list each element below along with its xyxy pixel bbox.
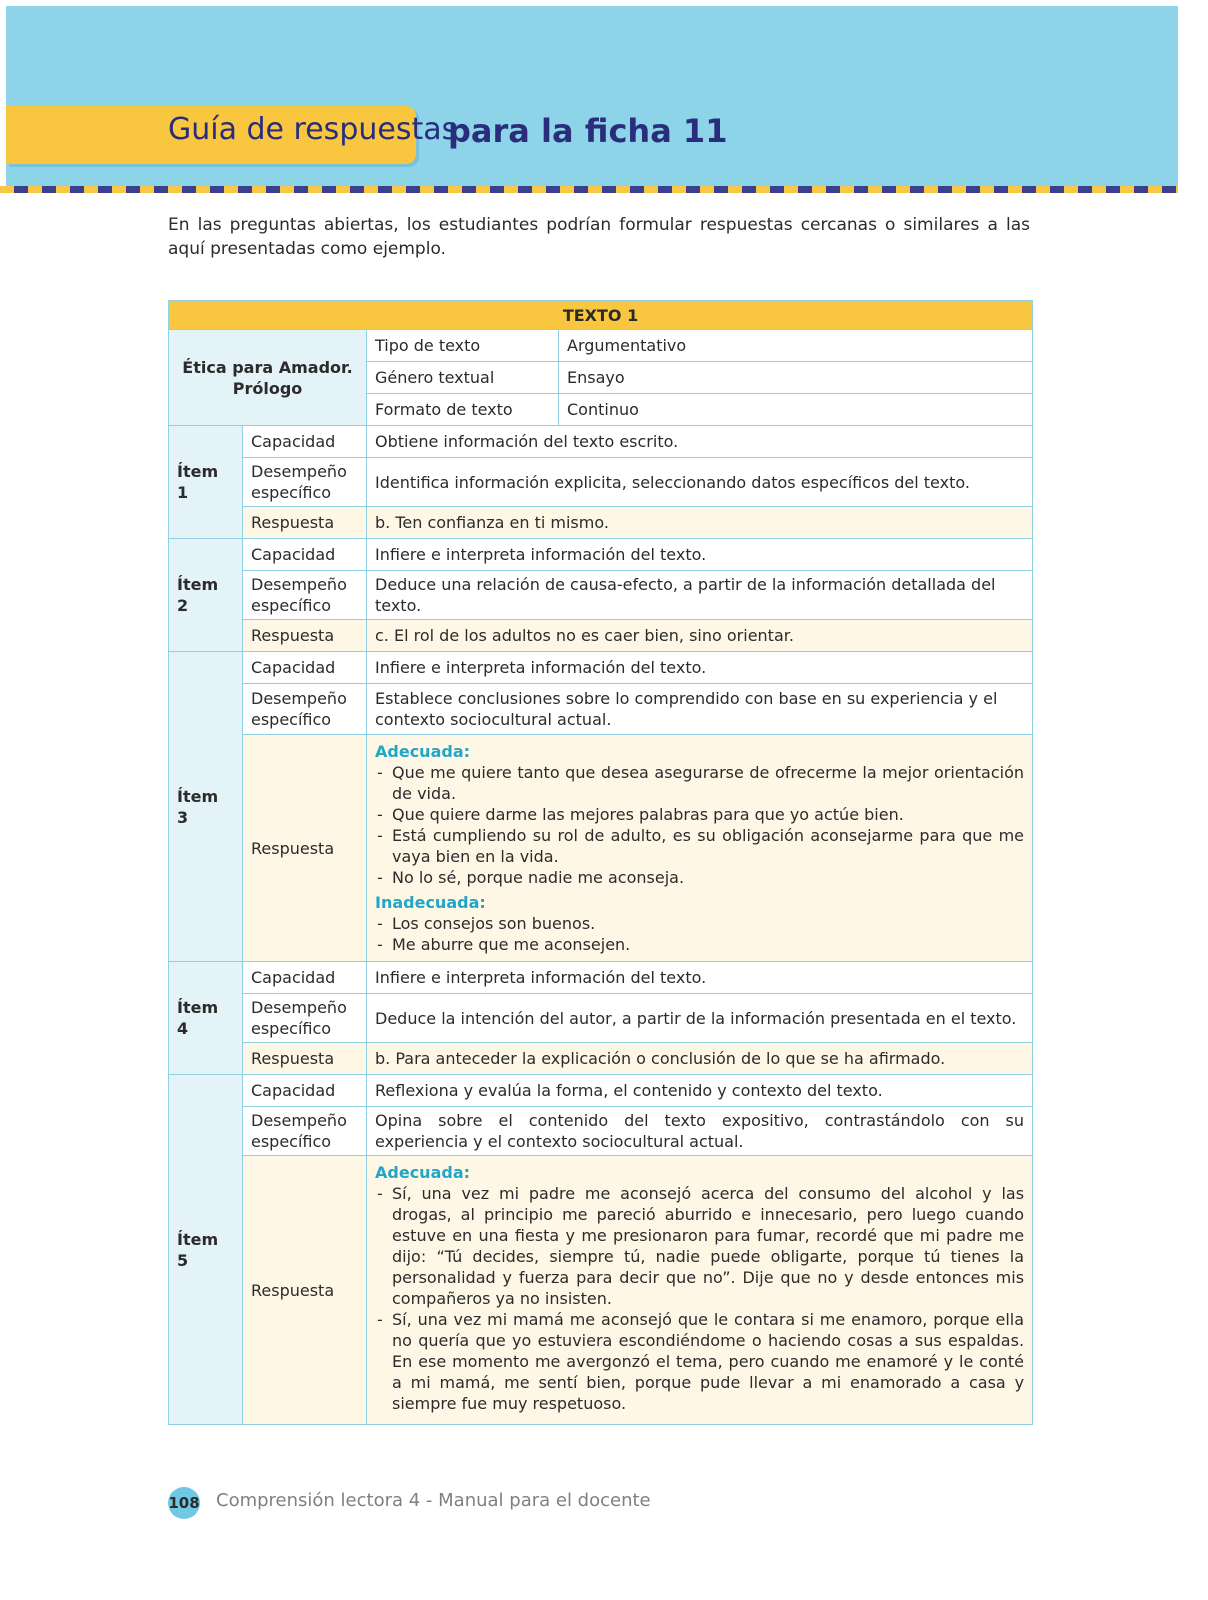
page-number-badge: 108 <box>168 1487 200 1519</box>
meta-value: Ensayo <box>559 362 1033 394</box>
meta-value: Argumentativo <box>559 330 1033 362</box>
desempeno-value: Deduce una relación de causa-efecto, a partir de la información detallada del texto. <box>367 571 1033 620</box>
meta-label: Formato de texto <box>367 394 559 426</box>
intro-paragraph: En las preguntas abiertas, los estudiantes podrían formular respuestas cercanas o similares a las aquí presentadas como ejemplo. <box>168 215 1030 259</box>
list-item: - Sí, una vez mi padre me aconsejó acerca del consumo del alcohol y las drogas, al principio me pareció aburrido e innecesario, pero luego cuando estuve en una fiesta y me presionaron para fumar, recordé que mi padre me dijo: “Tú decides, siempre tú, nadie puede obligarte, porque tú tienes la personalidad y fuerza para decir que no”. Dije que no y desde entonces mis compañeros ya no insisten. <box>375 1183 1024 1309</box>
desempeno-value: Establece conclusiones sobre lo comprendido con base en su experiencia y el contexto sociocultural actual. <box>367 684 1033 735</box>
adequate-list <box>375 762 1024 888</box>
row-label-desempeno: Desempeño específico <box>243 571 367 620</box>
meta-value: Continuo <box>559 394 1033 426</box>
respuesta-open <box>367 735 1033 962</box>
row-label-respuesta: Respuesta <box>243 620 367 652</box>
row-label-capacidad: Capacidad <box>243 539 367 571</box>
row-label-respuesta: Respuesta <box>243 507 367 539</box>
footer-text: Comprensión lectora 4 - Manual para el docente <box>216 1490 651 1511</box>
row-label-capacidad: Capacidad <box>243 1075 367 1107</box>
row-label-respuesta: Respuesta <box>243 1156 367 1425</box>
answer-guide-table <box>168 300 1033 1425</box>
row-label-desempeno: Desempeño específico <box>243 458 367 507</box>
row-label-desempeno: Desempeño específico <box>243 994 367 1043</box>
inadequate-label: Inadecuada: <box>375 893 486 912</box>
capacidad-value: Infiere e interpreta información del texto. <box>367 652 1033 684</box>
capacidad-value: Infiere e interpreta información del texto. <box>367 539 1033 571</box>
capacidad-value: Obtiene información del texto escrito. <box>367 426 1033 458</box>
respuesta-value: b. Ten confianza en ti mismo. <box>367 507 1033 539</box>
list-item: - Los consejos son buenos. <box>375 913 1024 934</box>
item-label: Ítem 4 <box>169 962 243 1075</box>
capacidad-value: Reflexiona y evalúa la forma, el contenido y contexto del texto. <box>367 1075 1033 1107</box>
row-label-capacidad: Capacidad <box>243 652 367 684</box>
row-label-capacidad: Capacidad <box>243 962 367 994</box>
respuesta-value: b. Para anteceder la explicación o conclusión de lo que se ha afirmado. <box>367 1043 1033 1075</box>
row-label-desempeno: Desempeño específico <box>243 684 367 735</box>
desempeno-value: Deduce la intención del autor, a partir de la información presentada en el texto. <box>367 994 1033 1043</box>
row-label-capacidad: Capacidad <box>243 426 367 458</box>
item-label: Ítem 1 <box>169 426 243 539</box>
adequate-list <box>375 1183 1024 1414</box>
list-item: - Que me quiere tanto que desea asegurarse de ofrecerme la mejor orientación de vida. <box>375 762 1024 804</box>
capacidad-value: Infiere e interpreta información del texto. <box>367 962 1033 994</box>
adequate-label: Adecuada: <box>375 1163 471 1182</box>
list-item: - Que quiere darme las mejores palabras para que yo actúe bien. <box>375 804 1024 825</box>
dashed-divider <box>0 186 1178 193</box>
text-title: Ética para Amador. Prólogo <box>169 330 367 426</box>
page-title-rest: para la ficha 11 <box>448 112 728 150</box>
desempeno-value: Opina sobre el contenido del texto expositivo, contrastándolo con su experiencia y el contexto sociocultural actual. <box>367 1107 1033 1156</box>
list-item: - Está cumpliendo su rol de adulto, es su obligación aconsejarme para que me vaya bien en la vida. <box>375 825 1024 867</box>
meta-label: Género textual <box>367 362 559 394</box>
row-label-respuesta: Respuesta <box>243 735 367 962</box>
item-label: Ítem 5 <box>169 1075 243 1425</box>
list-item: - No lo sé, porque nadie me aconseja. <box>375 867 1024 888</box>
adequate-label: Adecuada: <box>375 742 471 761</box>
list-item: - Me aburre que me aconsejen. <box>375 934 1024 955</box>
list-item: - Sí, una vez mi mamá me aconsejó que le contara si me enamoro, porque ella no quería que yo estuviera escondiéndome o haciendo cosas a sus espaldas. En ese momento me avergonzó el tema, pero cuando me enamoré y le conté a mi mamá, me sentí bien, porque pude llevar a mi enamorado a casa y siempre fue muy respetuoso. <box>375 1309 1024 1414</box>
respuesta-open <box>367 1156 1033 1425</box>
inadequate-list <box>375 913 1024 955</box>
table-heading: TEXTO 1 <box>169 301 1033 330</box>
row-label-desempeno: Desempeño específico <box>243 1107 367 1156</box>
item-label: Ítem 3 <box>169 652 243 962</box>
page-title-highlight: Guía de respuestas <box>168 112 458 147</box>
desempeno-value: Identifica información explicita, seleccionando datos específicos del texto. <box>367 458 1033 507</box>
meta-label: Tipo de texto <box>367 330 559 362</box>
row-label-respuesta: Respuesta <box>243 1043 367 1075</box>
respuesta-value: c. El rol de los adultos no es caer bien, sino orientar. <box>367 620 1033 652</box>
item-label: Ítem 2 <box>169 539 243 652</box>
